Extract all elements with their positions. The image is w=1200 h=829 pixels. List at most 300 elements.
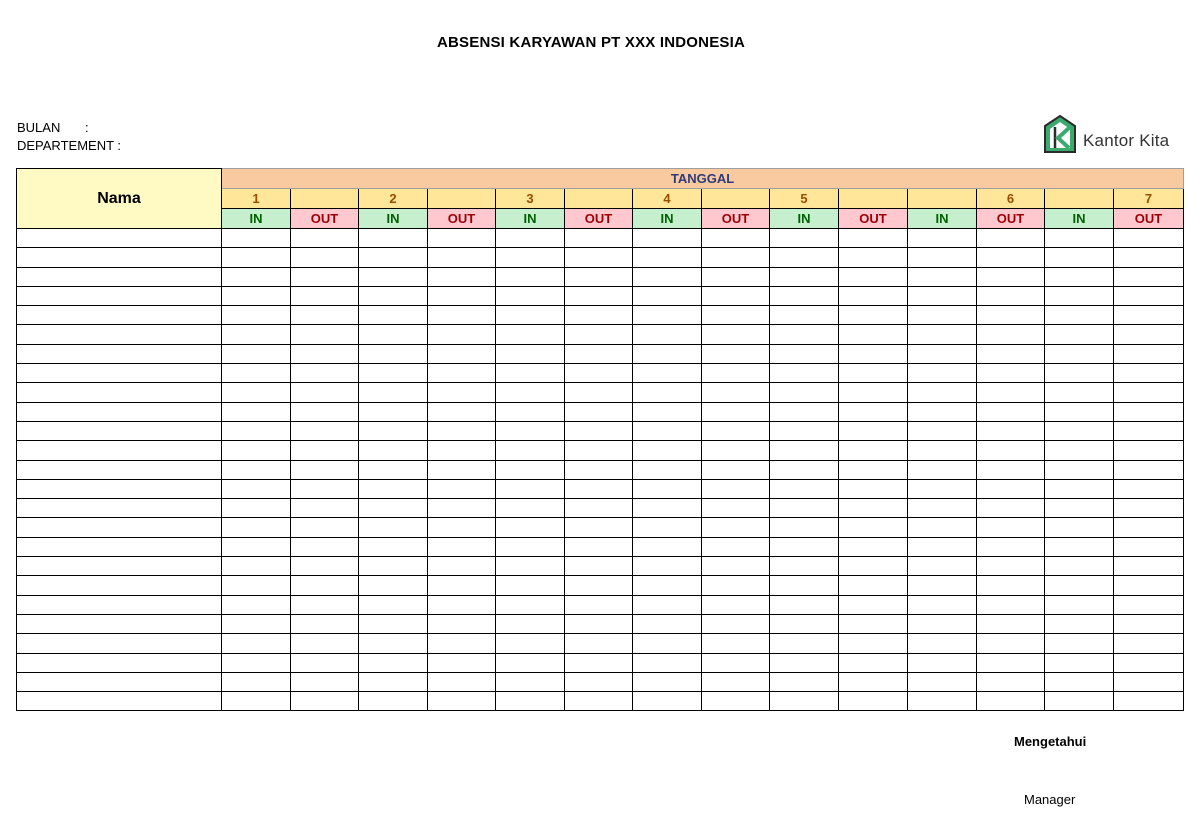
time-out-cell[interactable] xyxy=(428,229,496,248)
time-out-cell[interactable] xyxy=(428,402,496,421)
time-out-cell[interactable] xyxy=(428,306,496,325)
time-in-cell[interactable] xyxy=(770,595,839,614)
time-in-cell[interactable] xyxy=(496,364,565,383)
employee-name-cell[interactable] xyxy=(17,692,222,711)
time-out-cell[interactable] xyxy=(977,267,1045,286)
time-in-cell[interactable] xyxy=(359,595,428,614)
time-out-cell[interactable] xyxy=(565,537,633,556)
time-in-cell[interactable] xyxy=(359,557,428,576)
time-out-cell[interactable] xyxy=(291,653,359,672)
employee-name-cell[interactable] xyxy=(17,325,222,344)
time-in-cell[interactable] xyxy=(770,441,839,460)
time-in-cell[interactable] xyxy=(222,325,291,344)
time-in-cell[interactable] xyxy=(908,479,977,498)
time-in-cell[interactable] xyxy=(359,576,428,595)
time-out-cell[interactable] xyxy=(702,557,770,576)
time-in-cell[interactable] xyxy=(1045,267,1114,286)
time-out-cell[interactable] xyxy=(977,383,1045,402)
time-out-cell[interactable] xyxy=(702,672,770,691)
time-out-cell[interactable] xyxy=(565,286,633,305)
time-out-cell[interactable] xyxy=(1114,518,1184,537)
time-out-cell[interactable] xyxy=(291,595,359,614)
time-in-cell[interactable] xyxy=(633,672,702,691)
time-out-cell[interactable] xyxy=(702,576,770,595)
time-out-cell[interactable] xyxy=(839,557,908,576)
time-out-cell[interactable] xyxy=(839,672,908,691)
time-out-cell[interactable] xyxy=(291,344,359,363)
employee-name-cell[interactable] xyxy=(17,229,222,248)
time-in-cell[interactable] xyxy=(908,595,977,614)
time-in-cell[interactable] xyxy=(770,267,839,286)
time-out-cell[interactable] xyxy=(839,325,908,344)
time-in-cell[interactable] xyxy=(770,557,839,576)
time-out-cell[interactable] xyxy=(977,286,1045,305)
time-out-cell[interactable] xyxy=(1114,286,1184,305)
time-out-cell[interactable] xyxy=(977,479,1045,498)
time-in-cell[interactable] xyxy=(633,306,702,325)
time-out-cell[interactable] xyxy=(839,634,908,653)
time-in-cell[interactable] xyxy=(908,421,977,440)
time-out-cell[interactable] xyxy=(428,325,496,344)
time-in-cell[interactable] xyxy=(908,499,977,518)
time-in-cell[interactable] xyxy=(770,518,839,537)
time-out-cell[interactable] xyxy=(839,344,908,363)
time-out-cell[interactable] xyxy=(1114,653,1184,672)
time-out-cell[interactable] xyxy=(839,306,908,325)
time-in-cell[interactable] xyxy=(359,325,428,344)
time-out-cell[interactable] xyxy=(565,634,633,653)
time-in-cell[interactable] xyxy=(1045,537,1114,556)
time-in-cell[interactable] xyxy=(359,229,428,248)
time-out-cell[interactable] xyxy=(428,421,496,440)
employee-name-cell[interactable] xyxy=(17,383,222,402)
time-out-cell[interactable] xyxy=(1114,692,1184,711)
time-out-cell[interactable] xyxy=(1114,421,1184,440)
time-out-cell[interactable] xyxy=(291,364,359,383)
time-out-cell[interactable] xyxy=(702,267,770,286)
time-in-cell[interactable] xyxy=(908,383,977,402)
time-out-cell[interactable] xyxy=(1114,499,1184,518)
time-in-cell[interactable] xyxy=(359,499,428,518)
time-in-cell[interactable] xyxy=(770,248,839,267)
time-out-cell[interactable] xyxy=(565,267,633,286)
time-out-cell[interactable] xyxy=(291,286,359,305)
time-in-cell[interactable] xyxy=(633,325,702,344)
time-out-cell[interactable] xyxy=(565,460,633,479)
time-out-cell[interactable] xyxy=(291,672,359,691)
time-out-cell[interactable] xyxy=(291,306,359,325)
time-out-cell[interactable] xyxy=(702,344,770,363)
time-out-cell[interactable] xyxy=(291,267,359,286)
employee-name-cell[interactable] xyxy=(17,267,222,286)
time-out-cell[interactable] xyxy=(839,576,908,595)
time-in-cell[interactable] xyxy=(770,344,839,363)
time-in-cell[interactable] xyxy=(1045,306,1114,325)
time-in-cell[interactable] xyxy=(1045,595,1114,614)
time-in-cell[interactable] xyxy=(222,306,291,325)
time-out-cell[interactable] xyxy=(428,460,496,479)
time-in-cell[interactable] xyxy=(908,325,977,344)
time-in-cell[interactable] xyxy=(1045,692,1114,711)
time-in-cell[interactable] xyxy=(770,306,839,325)
time-out-cell[interactable] xyxy=(1114,402,1184,421)
employee-name-cell[interactable] xyxy=(17,479,222,498)
time-in-cell[interactable] xyxy=(908,653,977,672)
time-in-cell[interactable] xyxy=(770,325,839,344)
time-out-cell[interactable] xyxy=(977,518,1045,537)
time-in-cell[interactable] xyxy=(222,402,291,421)
time-in-cell[interactable] xyxy=(770,614,839,633)
time-out-cell[interactable] xyxy=(839,692,908,711)
employee-name-cell[interactable] xyxy=(17,441,222,460)
time-out-cell[interactable] xyxy=(428,267,496,286)
time-in-cell[interactable] xyxy=(908,267,977,286)
employee-name-cell[interactable] xyxy=(17,557,222,576)
employee-name-cell[interactable] xyxy=(17,595,222,614)
time-in-cell[interactable] xyxy=(222,595,291,614)
time-in-cell[interactable] xyxy=(359,421,428,440)
time-in-cell[interactable] xyxy=(496,402,565,421)
time-out-cell[interactable] xyxy=(702,286,770,305)
time-in-cell[interactable] xyxy=(496,383,565,402)
time-out-cell[interactable] xyxy=(565,614,633,633)
time-in-cell[interactable] xyxy=(496,576,565,595)
time-in-cell[interactable] xyxy=(222,672,291,691)
employee-name-cell[interactable] xyxy=(17,653,222,672)
time-out-cell[interactable] xyxy=(565,248,633,267)
time-out-cell[interactable] xyxy=(702,229,770,248)
time-out-cell[interactable] xyxy=(291,537,359,556)
time-in-cell[interactable] xyxy=(770,653,839,672)
time-out-cell[interactable] xyxy=(977,441,1045,460)
time-out-cell[interactable] xyxy=(977,595,1045,614)
time-in-cell[interactable] xyxy=(1045,576,1114,595)
employee-name-cell[interactable] xyxy=(17,518,222,537)
time-in-cell[interactable] xyxy=(496,499,565,518)
time-out-cell[interactable] xyxy=(291,325,359,344)
time-out-cell[interactable] xyxy=(702,499,770,518)
time-in-cell[interactable] xyxy=(633,518,702,537)
time-out-cell[interactable] xyxy=(291,229,359,248)
time-in-cell[interactable] xyxy=(222,229,291,248)
time-in-cell[interactable] xyxy=(633,692,702,711)
time-out-cell[interactable] xyxy=(977,576,1045,595)
time-in-cell[interactable] xyxy=(359,286,428,305)
time-in-cell[interactable] xyxy=(496,518,565,537)
time-out-cell[interactable] xyxy=(839,460,908,479)
time-out-cell[interactable] xyxy=(839,441,908,460)
time-out-cell[interactable] xyxy=(977,634,1045,653)
time-in-cell[interactable] xyxy=(359,383,428,402)
time-out-cell[interactable] xyxy=(702,692,770,711)
time-in-cell[interactable] xyxy=(633,537,702,556)
time-in-cell[interactable] xyxy=(633,576,702,595)
time-out-cell[interactable] xyxy=(291,402,359,421)
time-out-cell[interactable] xyxy=(1114,344,1184,363)
time-out-cell[interactable] xyxy=(428,518,496,537)
time-out-cell[interactable] xyxy=(977,248,1045,267)
time-out-cell[interactable] xyxy=(565,576,633,595)
time-in-cell[interactable] xyxy=(1045,286,1114,305)
time-out-cell[interactable] xyxy=(702,383,770,402)
time-out-cell[interactable] xyxy=(1114,306,1184,325)
time-out-cell[interactable] xyxy=(565,325,633,344)
time-out-cell[interactable] xyxy=(1114,479,1184,498)
time-in-cell[interactable] xyxy=(908,402,977,421)
time-out-cell[interactable] xyxy=(977,364,1045,383)
time-out-cell[interactable] xyxy=(977,460,1045,479)
time-in-cell[interactable] xyxy=(633,479,702,498)
time-out-cell[interactable] xyxy=(428,537,496,556)
time-in-cell[interactable] xyxy=(908,229,977,248)
time-in-cell[interactable] xyxy=(222,692,291,711)
time-out-cell[interactable] xyxy=(291,421,359,440)
time-in-cell[interactable] xyxy=(359,306,428,325)
time-out-cell[interactable] xyxy=(839,653,908,672)
time-out-cell[interactable] xyxy=(428,692,496,711)
time-in-cell[interactable] xyxy=(633,364,702,383)
time-out-cell[interactable] xyxy=(702,653,770,672)
time-in-cell[interactable] xyxy=(222,576,291,595)
time-in-cell[interactable] xyxy=(496,634,565,653)
time-in-cell[interactable] xyxy=(633,634,702,653)
time-in-cell[interactable] xyxy=(496,595,565,614)
time-in-cell[interactable] xyxy=(1045,383,1114,402)
time-out-cell[interactable] xyxy=(1114,248,1184,267)
time-out-cell[interactable] xyxy=(428,634,496,653)
employee-name-cell[interactable] xyxy=(17,248,222,267)
time-in-cell[interactable] xyxy=(1045,344,1114,363)
time-out-cell[interactable] xyxy=(1114,634,1184,653)
time-in-cell[interactable] xyxy=(1045,441,1114,460)
time-out-cell[interactable] xyxy=(291,576,359,595)
time-in-cell[interactable] xyxy=(908,364,977,383)
time-in-cell[interactable] xyxy=(222,344,291,363)
time-out-cell[interactable] xyxy=(428,364,496,383)
time-in-cell[interactable] xyxy=(359,537,428,556)
time-in-cell[interactable] xyxy=(633,286,702,305)
time-out-cell[interactable] xyxy=(977,421,1045,440)
employee-name-cell[interactable] xyxy=(17,460,222,479)
time-in-cell[interactable] xyxy=(359,692,428,711)
employee-name-cell[interactable] xyxy=(17,537,222,556)
time-out-cell[interactable] xyxy=(977,402,1045,421)
time-out-cell[interactable] xyxy=(565,364,633,383)
time-in-cell[interactable] xyxy=(1045,460,1114,479)
time-in-cell[interactable] xyxy=(1045,402,1114,421)
time-in-cell[interactable] xyxy=(770,383,839,402)
employee-name-cell[interactable] xyxy=(17,364,222,383)
time-out-cell[interactable] xyxy=(291,248,359,267)
time-out-cell[interactable] xyxy=(291,614,359,633)
time-in-cell[interactable] xyxy=(222,364,291,383)
time-in-cell[interactable] xyxy=(908,537,977,556)
time-in-cell[interactable] xyxy=(496,441,565,460)
time-out-cell[interactable] xyxy=(1114,595,1184,614)
time-out-cell[interactable] xyxy=(977,614,1045,633)
time-in-cell[interactable] xyxy=(770,460,839,479)
time-out-cell[interactable] xyxy=(428,344,496,363)
time-out-cell[interactable] xyxy=(702,634,770,653)
time-out-cell[interactable] xyxy=(977,537,1045,556)
time-in-cell[interactable] xyxy=(908,460,977,479)
time-in-cell[interactable] xyxy=(1045,557,1114,576)
time-in-cell[interactable] xyxy=(908,634,977,653)
time-in-cell[interactable] xyxy=(496,229,565,248)
time-out-cell[interactable] xyxy=(565,672,633,691)
time-in-cell[interactable] xyxy=(908,306,977,325)
time-in-cell[interactable] xyxy=(496,248,565,267)
time-out-cell[interactable] xyxy=(428,441,496,460)
time-out-cell[interactable] xyxy=(839,267,908,286)
time-in-cell[interactable] xyxy=(496,286,565,305)
time-out-cell[interactable] xyxy=(839,286,908,305)
time-in-cell[interactable] xyxy=(496,614,565,633)
time-in-cell[interactable] xyxy=(1045,499,1114,518)
employee-name-cell[interactable] xyxy=(17,344,222,363)
time-in-cell[interactable] xyxy=(908,614,977,633)
time-in-cell[interactable] xyxy=(770,672,839,691)
time-in-cell[interactable] xyxy=(1045,672,1114,691)
time-out-cell[interactable] xyxy=(1114,537,1184,556)
time-in-cell[interactable] xyxy=(633,499,702,518)
time-out-cell[interactable] xyxy=(1114,364,1184,383)
time-out-cell[interactable] xyxy=(428,595,496,614)
time-out-cell[interactable] xyxy=(428,248,496,267)
time-in-cell[interactable] xyxy=(496,692,565,711)
employee-name-cell[interactable] xyxy=(17,634,222,653)
time-in-cell[interactable] xyxy=(770,692,839,711)
time-in-cell[interactable] xyxy=(908,248,977,267)
time-out-cell[interactable] xyxy=(702,248,770,267)
time-out-cell[interactable] xyxy=(291,499,359,518)
time-out-cell[interactable] xyxy=(977,672,1045,691)
time-out-cell[interactable] xyxy=(565,557,633,576)
time-out-cell[interactable] xyxy=(1114,325,1184,344)
time-in-cell[interactable] xyxy=(908,518,977,537)
time-in-cell[interactable] xyxy=(222,383,291,402)
time-in-cell[interactable] xyxy=(359,634,428,653)
time-out-cell[interactable] xyxy=(839,518,908,537)
time-in-cell[interactable] xyxy=(1045,634,1114,653)
time-in-cell[interactable] xyxy=(222,267,291,286)
employee-name-cell[interactable] xyxy=(17,421,222,440)
time-out-cell[interactable] xyxy=(291,634,359,653)
time-out-cell[interactable] xyxy=(702,325,770,344)
time-out-cell[interactable] xyxy=(977,229,1045,248)
time-in-cell[interactable] xyxy=(633,653,702,672)
time-out-cell[interactable] xyxy=(977,325,1045,344)
time-in-cell[interactable] xyxy=(496,479,565,498)
time-in-cell[interactable] xyxy=(222,441,291,460)
time-out-cell[interactable] xyxy=(428,672,496,691)
time-out-cell[interactable] xyxy=(702,460,770,479)
time-in-cell[interactable] xyxy=(1045,248,1114,267)
time-in-cell[interactable] xyxy=(633,614,702,633)
time-in-cell[interactable] xyxy=(1045,421,1114,440)
time-in-cell[interactable] xyxy=(908,692,977,711)
time-out-cell[interactable] xyxy=(977,557,1045,576)
time-in-cell[interactable] xyxy=(222,614,291,633)
time-out-cell[interactable] xyxy=(291,479,359,498)
time-in-cell[interactable] xyxy=(633,595,702,614)
time-in-cell[interactable] xyxy=(496,537,565,556)
time-out-cell[interactable] xyxy=(565,229,633,248)
time-out-cell[interactable] xyxy=(702,402,770,421)
time-in-cell[interactable] xyxy=(496,306,565,325)
time-out-cell[interactable] xyxy=(1114,441,1184,460)
time-in-cell[interactable] xyxy=(1045,229,1114,248)
time-in-cell[interactable] xyxy=(908,672,977,691)
time-out-cell[interactable] xyxy=(428,499,496,518)
time-in-cell[interactable] xyxy=(770,499,839,518)
time-in-cell[interactable] xyxy=(770,421,839,440)
time-in-cell[interactable] xyxy=(908,344,977,363)
time-in-cell[interactable] xyxy=(496,672,565,691)
time-in-cell[interactable] xyxy=(359,402,428,421)
time-in-cell[interactable] xyxy=(908,286,977,305)
time-in-cell[interactable] xyxy=(222,634,291,653)
time-in-cell[interactable] xyxy=(222,537,291,556)
time-out-cell[interactable] xyxy=(428,383,496,402)
time-in-cell[interactable] xyxy=(359,518,428,537)
employee-name-cell[interactable] xyxy=(17,672,222,691)
time-in-cell[interactable] xyxy=(908,441,977,460)
time-in-cell[interactable] xyxy=(633,344,702,363)
time-in-cell[interactable] xyxy=(633,557,702,576)
time-out-cell[interactable] xyxy=(1114,383,1184,402)
time-out-cell[interactable] xyxy=(702,537,770,556)
time-in-cell[interactable] xyxy=(222,248,291,267)
time-in-cell[interactable] xyxy=(633,402,702,421)
time-out-cell[interactable] xyxy=(291,383,359,402)
time-in-cell[interactable] xyxy=(359,653,428,672)
time-in-cell[interactable] xyxy=(359,267,428,286)
time-out-cell[interactable] xyxy=(1114,267,1184,286)
time-out-cell[interactable] xyxy=(1114,672,1184,691)
employee-name-cell[interactable] xyxy=(17,576,222,595)
time-out-cell[interactable] xyxy=(428,479,496,498)
time-in-cell[interactable] xyxy=(1045,518,1114,537)
time-out-cell[interactable] xyxy=(565,595,633,614)
time-in-cell[interactable] xyxy=(496,460,565,479)
time-out-cell[interactable] xyxy=(291,692,359,711)
time-in-cell[interactable] xyxy=(359,344,428,363)
time-out-cell[interactable] xyxy=(702,364,770,383)
time-in-cell[interactable] xyxy=(496,557,565,576)
time-out-cell[interactable] xyxy=(839,499,908,518)
time-in-cell[interactable] xyxy=(359,614,428,633)
time-in-cell[interactable] xyxy=(359,479,428,498)
time-out-cell[interactable] xyxy=(291,460,359,479)
time-in-cell[interactable] xyxy=(770,402,839,421)
time-out-cell[interactable] xyxy=(565,402,633,421)
time-out-cell[interactable] xyxy=(565,441,633,460)
time-out-cell[interactable] xyxy=(565,479,633,498)
time-out-cell[interactable] xyxy=(977,306,1045,325)
time-out-cell[interactable] xyxy=(1114,614,1184,633)
time-in-cell[interactable] xyxy=(222,499,291,518)
time-out-cell[interactable] xyxy=(702,421,770,440)
time-in-cell[interactable] xyxy=(1045,364,1114,383)
time-in-cell[interactable] xyxy=(359,248,428,267)
time-out-cell[interactable] xyxy=(702,441,770,460)
time-in-cell[interactable] xyxy=(633,421,702,440)
time-out-cell[interactable] xyxy=(428,653,496,672)
time-in-cell[interactable] xyxy=(633,441,702,460)
time-out-cell[interactable] xyxy=(291,441,359,460)
time-in-cell[interactable] xyxy=(633,229,702,248)
